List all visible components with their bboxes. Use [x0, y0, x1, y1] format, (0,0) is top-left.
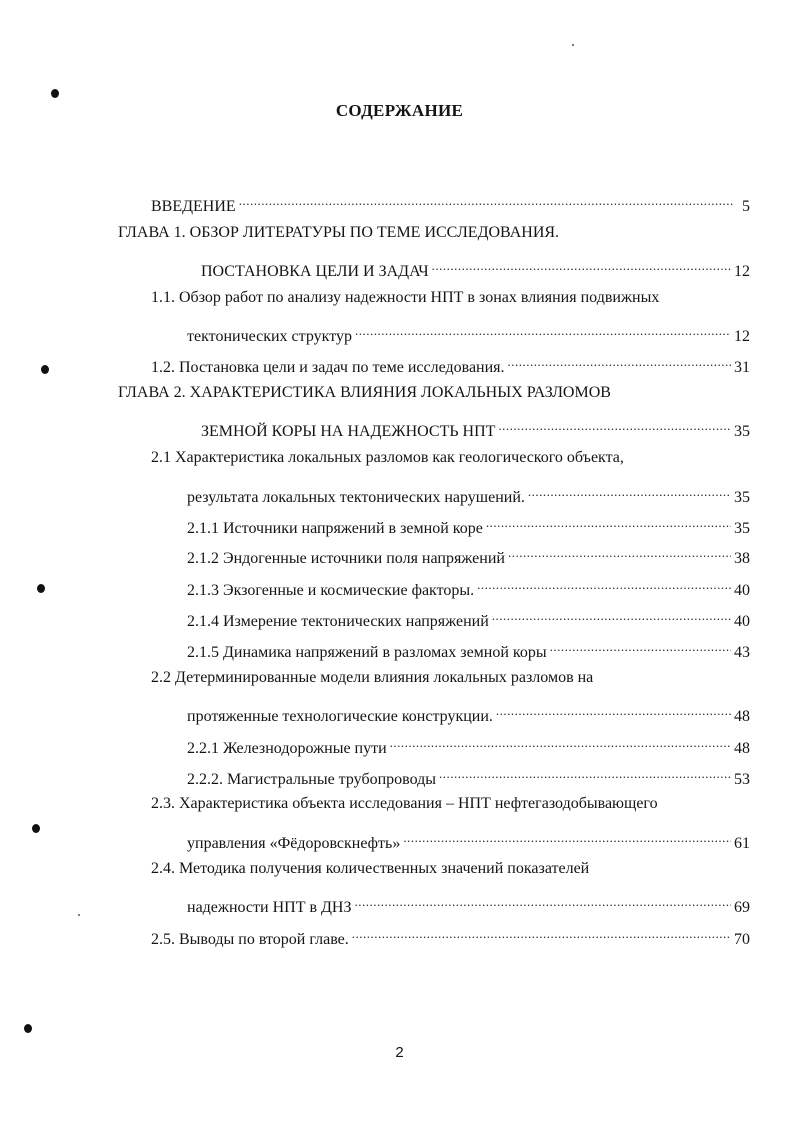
toc-entry	[201, 414, 750, 443]
toc-entry-title: 2.2.2. Магистральные трубопроводы	[187, 771, 437, 788]
toc-entry-page: 70	[734, 931, 750, 948]
toc-dot-leader	[477, 573, 731, 595]
toc-entry-title: 2.3. Характеристика объекта исследования – НПТ нефтегазодобывающего	[151, 795, 658, 812]
toc-entry-page: 12	[734, 263, 750, 280]
toc-entry-title: управления «Фёдоровскнефть»	[187, 835, 401, 852]
toc-entry-title: ГЛАВА 2. ХАРАКТЕРИСТИКА ВЛИЯНИЯ ЛОКАЛЬНЫХ РАЗЛОМОВ	[118, 384, 611, 401]
toc-entry-page: 48	[734, 740, 750, 757]
toc-entry-page: 69	[734, 899, 750, 916]
toc-entry	[151, 667, 593, 689]
toc-entry	[187, 573, 750, 602]
toc-entry	[187, 826, 750, 855]
toc-dot-leader	[239, 189, 733, 211]
toc-entry	[151, 287, 659, 309]
toc-entry-title: 2.4. Методика получения количественных значений показателей	[151, 860, 590, 877]
toc-entry-title: 2.1.4 Измерение тектонических напряжений	[187, 613, 489, 630]
toc-entry	[151, 858, 589, 880]
toc-entry-page: 61	[734, 835, 750, 852]
toc-entry-title: 2.5. Выводы по второй главе.	[151, 931, 349, 948]
toc-entry-title: 2.1.1 Источники напряжений в земной коре	[187, 520, 483, 537]
toc-entry-title: 2.1.2 Эндогенные источники поля напряжений	[187, 550, 505, 567]
toc-entry	[187, 731, 750, 760]
toc-entry-title: 2.1.5 Динамика напряжений в разломах земной коры	[187, 644, 547, 661]
toc-entry-page: 35	[734, 520, 750, 537]
toc-entry-title: 1.2. Постановка цели и задач по теме исследования.	[151, 359, 505, 376]
toc-dot-leader	[390, 731, 731, 753]
toc-entry-page: 35	[734, 489, 750, 506]
toc-entry-page: 48	[734, 708, 750, 725]
toc-entry-page: 38	[734, 550, 750, 567]
toc-dot-leader	[528, 480, 731, 502]
toc-dot-leader	[508, 350, 731, 372]
toc-dot-leader	[352, 922, 731, 944]
page-number: 2	[395, 1044, 404, 1061]
toc-entry-title: 1.1. Обзор работ по анализу надежности НПТ в зонах влияния подвижных	[151, 289, 660, 306]
toc-entry	[118, 222, 559, 244]
toc-entry-page: 40	[734, 582, 750, 599]
toc-dot-leader	[355, 890, 732, 912]
toc-entry	[151, 447, 624, 469]
toc-dot-leader	[432, 254, 731, 276]
toc-dot-leader	[439, 762, 731, 784]
toc-entry-page: 53	[734, 771, 750, 788]
toc-entry	[187, 699, 750, 728]
toc-entry-page: 35	[734, 423, 750, 440]
toc-entry	[201, 254, 750, 283]
toc-entry-page: 43	[734, 644, 750, 661]
toc-entry-title: надежности НПТ в ДНЗ	[187, 899, 352, 916]
toc-entry	[187, 635, 750, 664]
toc-entry	[118, 382, 611, 404]
toc-entry	[151, 922, 750, 951]
toc-entry	[187, 511, 750, 540]
page-title: СОДЕРЖАНИЕ	[335, 101, 464, 121]
toc-dot-leader	[403, 826, 731, 848]
toc-entry	[151, 793, 658, 815]
toc-entry	[187, 480, 750, 509]
toc-entry	[187, 762, 750, 791]
toc-entry-page: 40	[734, 613, 750, 630]
toc-dot-leader	[486, 511, 731, 533]
toc-dot-leader	[355, 319, 731, 341]
toc-dot-leader	[496, 699, 731, 721]
toc-entry-page: 31	[734, 359, 750, 376]
toc-entry-title: 2.1.3 Экзогенные и космические факторы.	[187, 582, 475, 599]
toc-entry-title: ГЛАВА 1. ОБЗОР ЛИТЕРАТУРЫ ПО ТЕМЕ ИССЛЕДОВАНИЯ.	[118, 224, 560, 241]
toc-entry-title: ПОСТАНОВКА ЦЕЛИ И ЗАДАЧ	[201, 263, 429, 280]
toc-entry-title: 2.2.1 Железнодорожные пути	[187, 740, 387, 757]
toc-entry	[187, 319, 750, 348]
toc-dot-leader	[550, 635, 731, 657]
toc-entry-title: 2.2 Детерминированные модели влияния локальных разломов на	[151, 669, 594, 686]
toc-entry-title: протяженные технологические конструкции.	[187, 708, 493, 725]
toc-dot-leader	[498, 414, 731, 436]
toc-entry-title: ЗЕМНОЙ КОРЫ НА НАДЕЖНОСТЬ НПТ	[201, 423, 496, 440]
toc-entry-title: 2.1 Характеристика локальных разломов как геологического объекта,	[151, 449, 624, 466]
toc-dot-leader	[492, 604, 731, 626]
toc-entry-title: тектонических структур	[187, 328, 352, 345]
toc-entry-title: результата локальных тектонических нарушений.	[187, 489, 525, 506]
toc-entry-title: ВВЕДЕНИЕ	[151, 198, 236, 215]
toc-dot-leader	[508, 541, 731, 563]
toc-entry	[187, 604, 750, 633]
toc-entry-page: 12	[734, 328, 750, 345]
toc-entry-page: 5	[742, 198, 750, 215]
toc-entry	[187, 890, 750, 919]
toc-entry	[187, 541, 750, 570]
toc-entry	[151, 189, 750, 218]
toc-entry	[151, 350, 750, 379]
